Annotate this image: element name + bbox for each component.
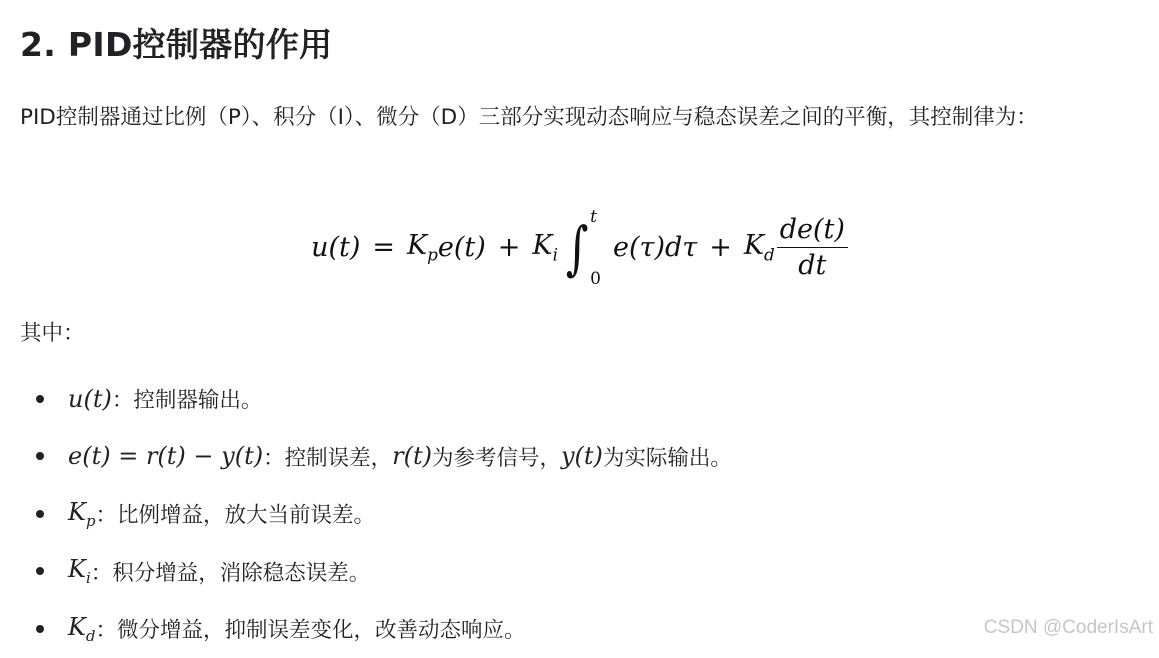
formula-e-t: e(t) <box>437 232 486 263</box>
term-math: y(t) <box>560 442 603 471</box>
bullet-icon <box>36 510 44 518</box>
bullet-icon <box>36 625 44 633</box>
fraction-denominator: dt <box>798 250 827 281</box>
formula-kd: $K_d$ <box>743 230 775 265</box>
pid-control-law-formula <box>0 200 1159 295</box>
list-item <box>20 428 1120 486</box>
term-math: $K_p$ <box>68 497 96 530</box>
bullet-icon <box>36 567 44 575</box>
term-text: 为实际输出。 <box>602 445 732 471</box>
list-item <box>20 370 1120 428</box>
formula-plus-2: + <box>709 232 732 263</box>
term-text: ：比例增益，放大当前误差。 <box>95 503 375 529</box>
term-math: $K_d$ <box>68 612 96 645</box>
bullet-icon <box>36 452 44 460</box>
term-text: ：积分增益，消除稳态误差。 <box>90 560 371 586</box>
formula-equals: = <box>372 232 395 263</box>
term-text: ：控制器输出。 <box>111 388 263 414</box>
formula-lhs: u(t) <box>311 232 361 263</box>
csdn-watermark: CSDN @CoderIsArt <box>983 617 1153 638</box>
term-math: u(t) <box>68 384 112 413</box>
formula-kp: $K_p$ <box>407 230 438 265</box>
integral-limits <box>590 207 601 289</box>
section-heading: 2. PID控制器的作用 <box>20 25 333 64</box>
integral-sign: ∫ <box>565 213 589 282</box>
formula-plus-1: + <box>497 232 521 263</box>
fraction-numerator: de(t) <box>777 214 848 248</box>
integral-lower-limit: 0 <box>590 268 601 289</box>
intro-paragraph: PID控制器通过比例（P）、积分（I）、微分（D）三部分实现动态响应与稳态误差之间的平衡，其控制律为： <box>20 105 1038 130</box>
formula-ki: $K_i$ <box>532 230 558 265</box>
term-text: 为参考信号， <box>431 445 561 471</box>
where-label: 其中： <box>20 321 85 346</box>
term-definitions-list <box>20 370 1120 658</box>
formula-derivative-fraction <box>777 214 848 281</box>
list-item <box>20 600 1120 658</box>
list-item <box>20 543 1120 601</box>
list-item <box>20 485 1120 543</box>
formula-integrand: e(τ)dτ <box>613 232 698 263</box>
term-text: ：微分增益，抑制误差变化，改善动态响应。 <box>95 618 526 644</box>
bullet-icon <box>36 395 44 403</box>
term-text: ：控制误差， <box>263 445 393 471</box>
formula-integral <box>562 203 607 293</box>
integral-upper-limit: t <box>590 206 598 227</box>
term-math: $K_i$ <box>68 555 91 588</box>
term-math: e(t) = r(t) − y(t) <box>68 442 264 471</box>
term-math: r(t) <box>392 442 432 471</box>
